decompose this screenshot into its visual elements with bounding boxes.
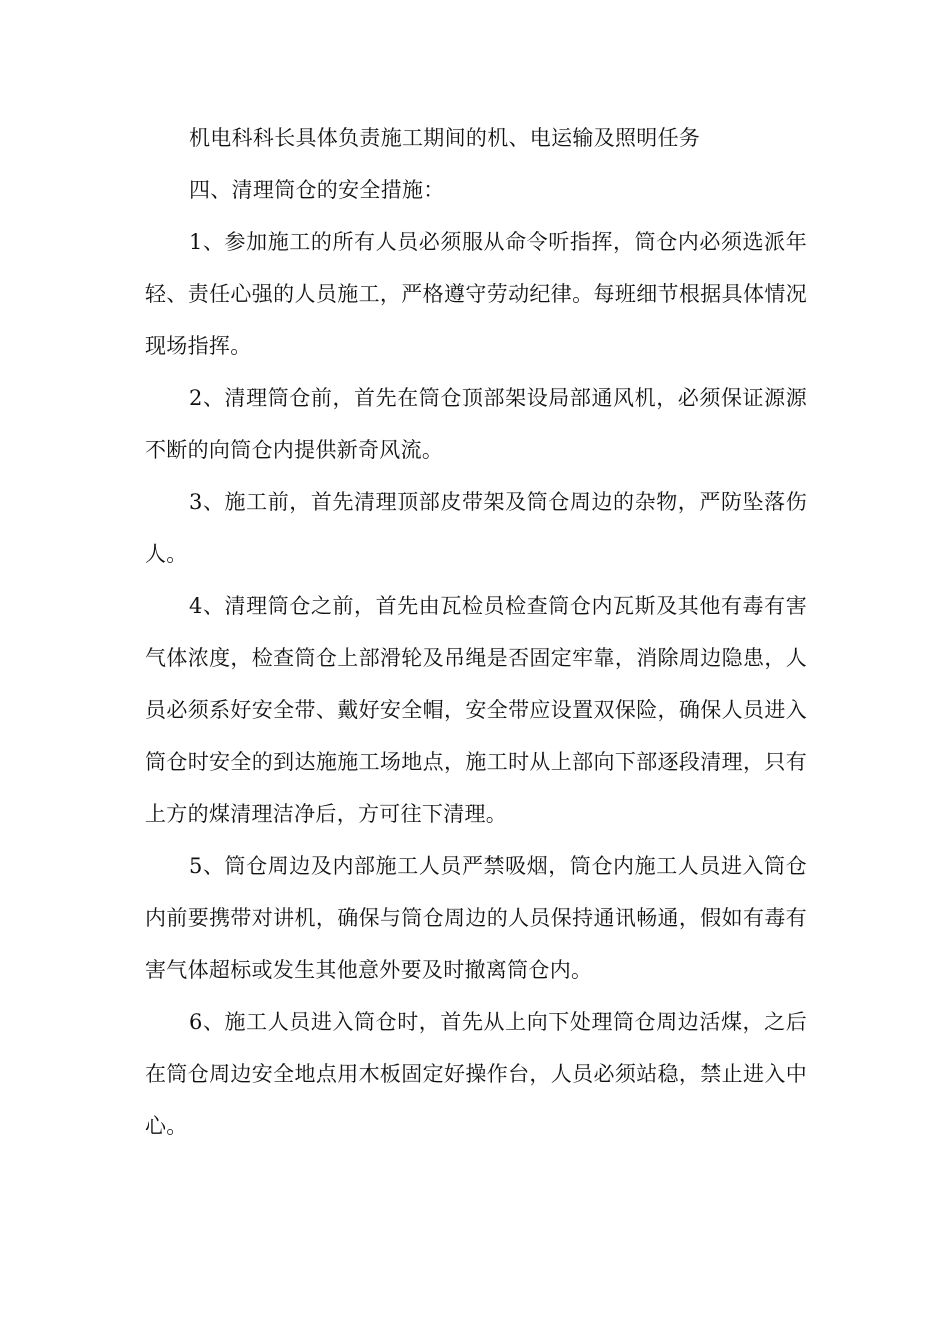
paragraph-item-1: 1、参加施工的所有人员必须服从命令听指挥，筒仓内必须选派年轻、责任心强的人员施工，严格遵守劳动纪律。每班细节根据具体情况现场指挥。 [145,230,807,358]
paragraph-item-5: 5、筒仓周边及内部施工人员严禁吸烟，筒仓内施工人员进入筒仓内前要携带对讲机，确保与筒仓周边的人员保持通讯畅通，假如有毒有害气体超标或发生其他意外要及时撤离筒仓内。 [145,854,807,982]
paragraph-item-2: 2、清理筒仓前，首先在筒仓顶部架设局部通风机，必须保证源源不断的向筒仓内提供新奇风流。 [145,386,807,462]
document-body [145,112,807,1152]
paragraph-electromech-duty: 机电科科长具体负责施工期间的机、电运输及照明任务 [189,126,701,150]
paragraph-item-6: 6、施工人员进入筒仓时，首先从上向下处理筒仓周边活煤，之后在筒仓周边安全地点用木板固定好操作台，人员必须站稳，禁止进入中心。 [145,1010,807,1138]
section-heading-safety-measures: 四、清理筒仓的安全措施： [189,178,445,202]
paragraph-item-3: 3、施工前，首先清理顶部皮带架及筒仓周边的杂物，严防坠落伤人。 [145,490,807,566]
paragraph-item-4: 4、清理筒仓之前，首先由瓦检员检查筒仓内瓦斯及其他有毒有害气体浓度，检查筒仓上部滑轮及吊绳是否固定牢靠，消除周边隐患，人员必须系好安全带、戴好安全帽，安全带应设置双保险，确保人员进入筒仓时安全的到达施施工场地点，施工时从上部向下部逐段清理，只有上方的煤清理洁净后，方可往下清理。 [145,594,807,826]
